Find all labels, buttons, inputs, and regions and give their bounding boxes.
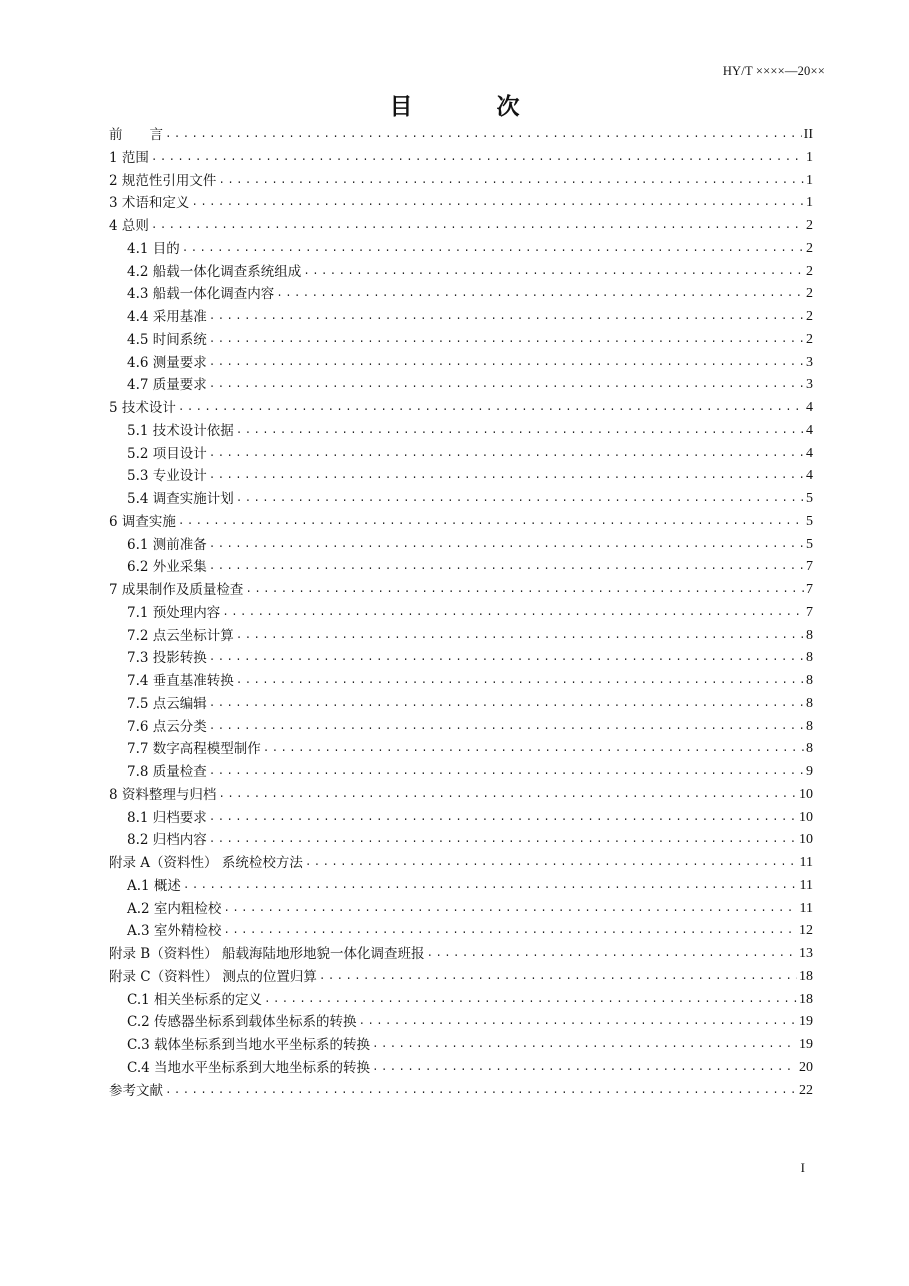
- toc-entry[interactable]: [109, 488, 813, 511]
- toc-dot-leader: [319, 966, 797, 989]
- toc-entry-page: 7: [806, 582, 813, 597]
- page-title: 目 次: [389, 94, 558, 120]
- toc-entry[interactable]: [109, 238, 813, 261]
- toc-entry-title: 6 调查实施: [109, 513, 176, 530]
- toc-dot-leader: [264, 989, 797, 1012]
- toc-entry-title: 4.6 测量要求: [127, 354, 207, 371]
- toc-entry-page: 8: [806, 695, 813, 711]
- toc-entry[interactable]: [109, 352, 813, 375]
- toc-dot-leader: [209, 306, 804, 329]
- page-number: I: [800, 1160, 805, 1175]
- toc-entry-page: 22: [799, 1082, 813, 1098]
- toc-entry-title: 7 成果制作及质量检查: [109, 582, 244, 598]
- toc-dot-leader: [209, 443, 804, 466]
- toc-entry-title: A.1 概述: [127, 877, 181, 894]
- toc-entry-title: 3 术语和定义: [109, 195, 190, 212]
- toc-entry[interactable]: [109, 261, 813, 284]
- toc-entry[interactable]: [109, 625, 813, 648]
- toc-entry[interactable]: [109, 807, 813, 830]
- toc-entry-page: 11: [799, 877, 813, 893]
- toc-dot-leader: [209, 693, 804, 716]
- toc-entry-title: 8.2 归档内容: [127, 832, 207, 849]
- toc-entry[interactable]: [109, 283, 813, 306]
- toc-entry[interactable]: [109, 898, 813, 921]
- toc-entry-title: 7.4 垂直基准转换: [127, 673, 234, 689]
- toc-dot-leader: [165, 1080, 797, 1103]
- toc-dot-leader: [427, 943, 797, 966]
- toc-entry-title: C.2 传感器坐标系到载体坐标系的转换: [127, 1014, 357, 1031]
- toc-entry-title: 附录 A（资料性） 系统检校方法: [109, 855, 303, 871]
- toc-entry-title: 4.5 时间系统: [127, 331, 207, 348]
- toc-dot-leader: [209, 807, 797, 830]
- toc-entry[interactable]: [109, 716, 813, 739]
- toc-dot-leader: [178, 397, 804, 420]
- toc-entry[interactable]: [109, 374, 813, 397]
- toc-entry-title: 5.1 技术设计依据: [127, 422, 234, 439]
- toc-entry-title: 8.1 归档要求: [127, 809, 207, 826]
- toc-entry[interactable]: [109, 966, 813, 989]
- toc-entry-page: 10: [799, 786, 813, 802]
- toc-entry-title: C.1 相关坐标系的定义: [127, 991, 263, 1008]
- toc-dot-leader: [305, 852, 798, 875]
- toc-entry-page: 18: [799, 991, 813, 1007]
- toc-entry-title: A.3 室外精检校: [127, 923, 222, 940]
- toc-dot-leader: [236, 420, 804, 443]
- toc-entry-title: C.3 载体坐标系到当地水平坐标系的转换: [127, 1037, 371, 1053]
- toc-entry-title: 附录 B（资料性） 船载海陆地形地貌一体化调查班报: [109, 946, 425, 962]
- toc-dot-leader: [236, 625, 804, 648]
- toc-dot-leader: [182, 238, 804, 261]
- toc-entry-title: 8 资料整理与归档: [109, 786, 217, 803]
- toc-entry[interactable]: [109, 329, 813, 352]
- toc-dot-leader: [209, 647, 804, 670]
- toc-entry[interactable]: [109, 1057, 813, 1080]
- toc-dot-leader: [276, 283, 804, 306]
- toc-entry-title: 6.1 测前准备: [127, 536, 207, 553]
- toc-dot-leader: [165, 124, 802, 147]
- toc-entry-page: 1: [806, 149, 813, 165]
- toc-dot-leader: [209, 329, 804, 352]
- toc-entry-title: 附录 C（资料性） 测点的位置归算: [109, 968, 317, 985]
- toc-entry-title: 4.1 目的: [127, 240, 180, 257]
- toc-dot-leader: [209, 352, 804, 375]
- toc-entry-page: 2: [806, 263, 813, 279]
- toc-dot-leader: [151, 147, 804, 170]
- toc-entry[interactable]: [109, 920, 813, 943]
- toc-entry[interactable]: [109, 556, 813, 579]
- toc-entry[interactable]: [109, 829, 813, 852]
- toc-entry-title: 7.7 数字高程模型制作: [127, 741, 261, 758]
- toc-entry-title: 参考文献: [109, 1082, 163, 1099]
- toc-entry-page: 9: [806, 764, 813, 779]
- toc-entry[interactable]: [109, 1080, 813, 1103]
- toc-entry[interactable]: [109, 170, 813, 193]
- toc-entry[interactable]: [109, 943, 813, 966]
- toc-entry-page: 13: [799, 946, 813, 961]
- toc-entry[interactable]: [109, 784, 813, 807]
- toc-entry-page: 18: [799, 968, 813, 984]
- toc-entry-page: 3: [806, 377, 813, 393]
- toc-entry-title: 4.2 船载一体化调查系统组成: [127, 263, 302, 280]
- toc-entry[interactable]: [109, 1011, 813, 1034]
- toc-entry-page: 8: [806, 650, 813, 666]
- toc-dot-leader: [218, 784, 797, 807]
- toc-entry-page: 5: [806, 491, 813, 506]
- toc-dot-leader: [222, 602, 804, 625]
- toc-dot-leader: [209, 829, 797, 852]
- toc-entry-page: 12: [799, 923, 813, 939]
- toc-entry-title: 7.6 点云分类: [127, 718, 207, 735]
- toc-dot-leader: [209, 556, 804, 579]
- toc-entry-page: 2: [806, 240, 813, 256]
- toc-entry-page: 2: [806, 286, 813, 302]
- toc-entry-page: 1: [806, 195, 813, 211]
- toc-dot-leader: [178, 511, 804, 534]
- toc-entry-page: 20: [799, 1059, 813, 1075]
- toc-entry-page: 8: [806, 718, 813, 734]
- toc-entry-page: 8: [806, 673, 813, 688]
- toc-entry[interactable]: [109, 147, 813, 170]
- toc-entry-page: 19: [799, 1037, 813, 1052]
- toc-entry-title: 2 规范性引用文件: [109, 172, 217, 189]
- toc-entry[interactable]: [109, 670, 813, 693]
- toc-entry-title: 4.7 质量要求: [127, 377, 207, 394]
- toc-entry[interactable]: [109, 124, 813, 147]
- toc-dot-leader: [263, 738, 804, 761]
- table-of-contents: [109, 124, 813, 1102]
- toc-entry[interactable]: [109, 579, 813, 602]
- toc-dot-leader: [209, 534, 804, 557]
- toc-entry-page: 7: [806, 559, 813, 575]
- toc-entry-page: 7: [806, 604, 813, 620]
- toc-entry[interactable]: [109, 693, 813, 716]
- toc-entry-page: 10: [799, 809, 813, 825]
- toc-dot-leader: [209, 374, 804, 397]
- toc-entry-page: 11: [799, 855, 813, 870]
- toc-dot-leader: [223, 898, 797, 921]
- toc-entry-title: 1 范围: [109, 149, 149, 166]
- toc-entry[interactable]: [109, 306, 813, 329]
- toc-entry[interactable]: [109, 738, 813, 761]
- toc-entry-title: 前 言: [109, 127, 163, 143]
- document-code: HY/T ××××—20××: [722, 64, 825, 78]
- toc-entry-title: A.2 室内粗检校: [127, 900, 222, 917]
- toc-entry[interactable]: [109, 761, 813, 784]
- toc-entry[interactable]: [109, 602, 813, 625]
- toc-entry-title: 4.4 采用基准: [127, 309, 207, 325]
- toc-entry-title: 7.2 点云坐标计算: [127, 627, 234, 644]
- toc-dot-leader: [183, 875, 798, 898]
- toc-dot-leader: [245, 579, 804, 602]
- toc-dot-leader: [372, 1057, 797, 1080]
- toc-dot-leader: [209, 716, 804, 739]
- toc-entry-title: 5.2 项目设计: [127, 445, 207, 462]
- toc-dot-leader: [236, 670, 804, 693]
- toc-entry-page: 11: [799, 900, 813, 916]
- toc-dot-leader: [151, 215, 804, 238]
- toc-entry-page: II: [803, 127, 813, 142]
- toc-dot-leader: [303, 261, 804, 284]
- toc-entry[interactable]: [109, 511, 813, 534]
- toc-entry-title: 6.2 外业采集: [127, 559, 207, 576]
- toc-entry-title: 5.3 专业设计: [127, 468, 207, 485]
- toc-entry-page: 4: [806, 445, 813, 461]
- toc-dot-leader: [209, 465, 804, 488]
- toc-entry-title: C.4 当地水平坐标系到大地坐标系的转换: [127, 1059, 371, 1076]
- toc-entry-title: 7.5 点云编辑: [127, 695, 207, 712]
- toc-entry-page: 10: [799, 832, 813, 848]
- toc-entry-page: 2: [806, 331, 813, 347]
- toc-entry-page: 19: [799, 1014, 813, 1030]
- toc-entry[interactable]: [109, 397, 813, 420]
- toc-entry-page: 2: [806, 309, 813, 324]
- toc-entry-page: 4: [806, 422, 813, 438]
- toc-entry-title: 5 技术设计: [109, 400, 176, 416]
- toc-entry[interactable]: [109, 420, 813, 443]
- toc-entry-title: 5.4 调查实施计划: [127, 491, 234, 507]
- toc-dot-leader: [191, 192, 804, 215]
- toc-dot-leader: [209, 761, 804, 784]
- toc-entry-page: 1: [806, 172, 813, 188]
- toc-entry-page: 4: [806, 400, 813, 415]
- toc-entry[interactable]: [109, 875, 813, 898]
- toc-entry-page: 4: [806, 468, 813, 484]
- toc-entry-page: 8: [806, 627, 813, 643]
- toc-entry[interactable]: [109, 989, 813, 1012]
- toc-entry[interactable]: [109, 465, 813, 488]
- toc-entry[interactable]: [109, 534, 813, 557]
- toc-entry-page: 8: [806, 741, 813, 757]
- toc-entry-title: 7.3 投影转换: [127, 650, 207, 667]
- toc-entry-page: 5: [806, 536, 813, 552]
- toc-entry-page: 2: [806, 218, 813, 233]
- toc-dot-leader: [218, 170, 804, 193]
- toc-entry-title: 4.3 船载一体化调查内容: [127, 286, 275, 303]
- toc-entry-title: 7.1 预处理内容: [127, 604, 221, 621]
- toc-entry[interactable]: [109, 215, 813, 238]
- toc-dot-leader: [223, 920, 797, 943]
- toc-entry[interactable]: [109, 647, 813, 670]
- toc-dot-leader: [359, 1011, 797, 1034]
- toc-entry[interactable]: [109, 852, 813, 875]
- toc-entry[interactable]: [109, 443, 813, 466]
- toc-dot-leader: [236, 488, 804, 511]
- toc-entry[interactable]: [109, 1034, 813, 1057]
- toc-entry-title: 4 总则: [109, 218, 149, 234]
- toc-entry-page: 5: [806, 513, 813, 529]
- toc-entry[interactable]: [109, 192, 813, 215]
- toc-dot-leader: [372, 1034, 797, 1057]
- toc-entry-page: 3: [806, 354, 813, 370]
- toc-entry-title: 7.8 质量检查: [127, 764, 207, 780]
